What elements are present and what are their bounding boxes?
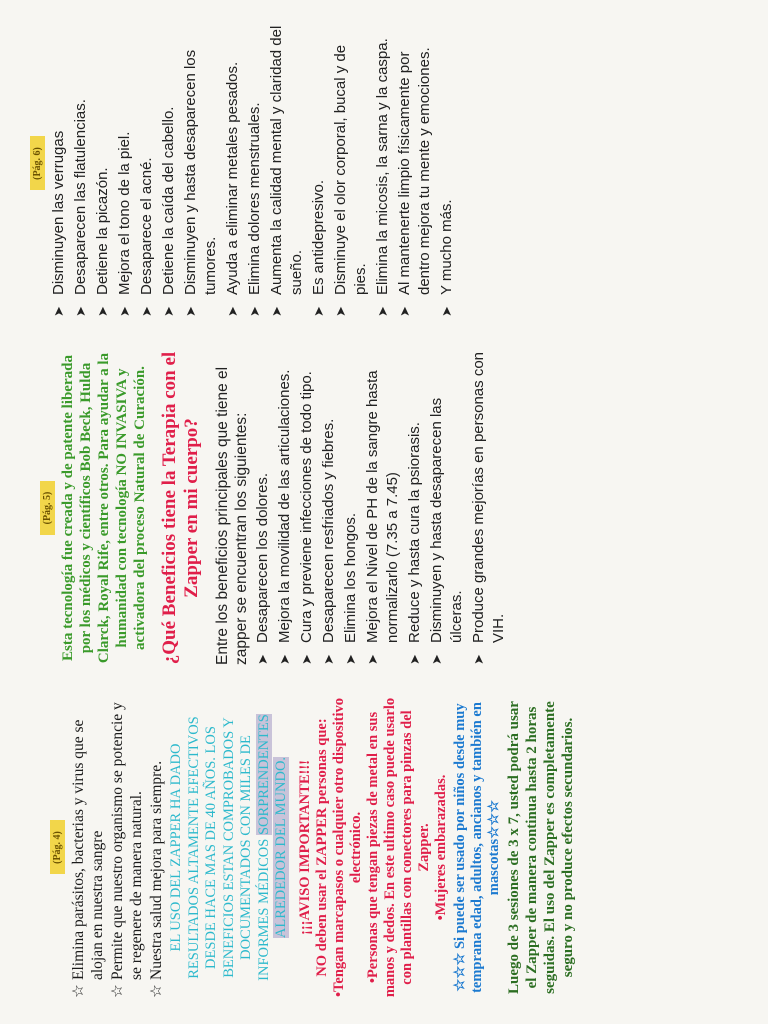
arrow-icon: ➤: [321, 654, 336, 665]
arrow-icon: ➤: [73, 306, 88, 317]
arrow-icon: ➤: [311, 306, 326, 317]
list-item: ➤ Elimina dolores menstruales.: [246, 102, 263, 317]
list-item: ➤ Mejora el Nivel de PH de la sangre hasta normalizarlo (7.35 a 7.45): [364, 370, 401, 665]
list-item: ☆ Elimina parásitos, bacterias y virus que se alojan en nuestra sangre: [70, 719, 106, 998]
list-item: ➤ Mejora el tono de la piel.: [116, 131, 133, 317]
page-6-tag: (Pág. 6): [30, 137, 45, 191]
arrow-icon: ➤: [225, 306, 240, 317]
star-icon: ☆: [70, 984, 87, 998]
list-item: ➤ Disminuyen y hasta desaparecen los tumores.: [182, 49, 219, 317]
list-item: ➤ Y mucho más.: [438, 199, 455, 317]
warning-item: •Personas que tengan piezas de metal en sus manos y dedos. En este ultimo caso puede usarlo con plantillas con conectores para pinzas del Zapper.: [364, 697, 432, 998]
list-item: ➤ Disminuyen las verrugas: [50, 130, 67, 317]
list-item: ➤ Elimina los hongos.: [342, 512, 359, 665]
list-item: ➤ Desaparecen los dolores.: [254, 472, 271, 665]
list-item: ➤ Al mantenerte limpio físicamente por dentro mejora tu mente y emociones.: [396, 47, 433, 317]
arrow-icon: ➤: [277, 654, 292, 665]
highlighted-text: SORPRENDENTES ALREDEDOR DEL MUNDO.: [255, 714, 289, 939]
warning-title: ¡¡¡AVISO IMPORTANTE!!!: [296, 760, 313, 935]
arrow-icon: ➤: [247, 306, 262, 317]
star-icon: ☆: [148, 984, 165, 998]
arrow-icon: ➤: [139, 306, 154, 317]
zapper-results-text: EL USO DEL ZAPPER HA DADO RESULTADOS ALTAMENTE EFECTIVOS DESDE HACE MAS DE 40 AÑOS. LOS BENEFICIOS ESTAN COMPROBADOS Y DOCUMENTADOS CON MILES DE INFORMES MÉDICOS SORPRENDENTES ALREDEDOR DEL MUNDO.: [168, 714, 289, 981]
page-4-tag: (Pág. 4): [50, 821, 65, 875]
list-item: ☆ Permite que nuestro organismo se potencie y se regenere de manera natural.: [109, 702, 145, 998]
arrow-icon: ➤: [117, 306, 132, 317]
page-5-panel: [0, 341, 768, 683]
closing-text: Luego de 3 sesiones de 3 x 7, usted podrá usar el Zapper de manera continua hasta 2 horas seguidas. El uso del Zapper es completamente seguro y no produce efectos secundarios.: [505, 701, 576, 994]
warning-subtitle: NO deben usar el ZAPPER personas que:: [313, 718, 330, 977]
list-item: ➤ Es antidepresivo.: [310, 179, 327, 317]
arrow-icon: ➤: [51, 306, 66, 317]
arrow-icon: ➤: [299, 654, 314, 665]
arrow-icon: ➤: [407, 654, 422, 665]
list-item: ☆ Nuestra salud mejora para siempre.: [148, 760, 165, 998]
page-6-panel: [0, 0, 768, 341]
benefits-question: ¿Qué Beneficios tiene la Terapia con el Zapper en mi cuerpo?: [159, 351, 202, 665]
list-item: ➤ Desaparecen resfriados y fiebres.: [320, 418, 337, 665]
arrow-icon: ➤: [95, 306, 110, 317]
page-5-benefit-list: [253, 351, 509, 665]
page-6-benefit-list: [49, 10, 457, 317]
arrow-icon: ➤: [471, 654, 486, 665]
arrow-icon: ➤: [333, 306, 348, 317]
arrow-icon: ➤: [439, 306, 454, 317]
list-item: ➤ Desaparecen las flatulencias.: [72, 99, 89, 317]
list-item: ➤ Elimina la micosis, la sarna y la caspa.: [374, 38, 391, 317]
list-item: ➤ Desaparece el acné.: [138, 157, 155, 317]
list-item: ➤ Disminuyen y hasta desaparecen las úlceras.: [428, 397, 465, 665]
list-item: ➤ Produce grandes mejorías en personas con VIH.: [470, 351, 507, 665]
warning-item: •Mujeres embarazadas.: [432, 774, 449, 921]
page-5-tag: (Pág. 5): [40, 481, 55, 535]
warning-item: •Tengan marcapasos o cualquier otro dispositivo electrónico.: [330, 697, 364, 998]
arrow-icon: ➤: [375, 306, 390, 317]
list-item: ➤ Cura y previene infecciones de todo tipo.: [298, 371, 315, 665]
list-item: ➤ Mejora la movilidad de las articulaciones.: [276, 369, 293, 665]
arrow-icon: ➤: [343, 654, 358, 665]
arrow-icon: ➤: [255, 654, 270, 665]
list-item: ➤ Detiene la caída del cabello.: [160, 106, 177, 317]
list-item: ➤ Ayuda a eliminar metales pesados.: [224, 61, 241, 317]
arrow-icon: ➤: [429, 654, 444, 665]
arrow-icon: ➤: [269, 306, 284, 317]
arrow-icon: ➤: [161, 306, 176, 317]
arrow-icon: ➤: [365, 654, 380, 665]
list-item: ➤ Disminuye el olor corporal, bucal y de pies.: [332, 44, 369, 317]
arrow-icon: ➤: [397, 306, 412, 317]
list-item: ➤ Detiene la picazón.: [94, 167, 111, 317]
technology-origin-text: Esta tecnología fue creada y de patente liberada por los médicos y científicos Bob Beck, Hulda Clarck, Royal Rife, entre otros. Para ayudar a la humanidad con tecnología NO INVASIVA y activadora del proceso Natural de Curación.: [60, 352, 148, 664]
star-icon: ☆: [109, 984, 126, 998]
benefits-intro: Entre los beneficios principales que tiene el zapper se encuentran los siguientes:: [214, 366, 250, 665]
list-item: ➤ Reduce y hasta cura la psiorasis.: [406, 422, 423, 665]
page-4-panel: [0, 683, 768, 1024]
kids-usage-text: ☆☆☆ Si puede ser usado por niños desde muy temprana edad, adultos, ancianos y también en mascotas☆☆☆: [451, 702, 502, 993]
arrow-icon: ➤: [183, 306, 198, 317]
list-item: ➤ Aumenta la calidad mental y claridad del sueño.: [268, 25, 305, 317]
page-4-benefit-list: [69, 697, 166, 998]
